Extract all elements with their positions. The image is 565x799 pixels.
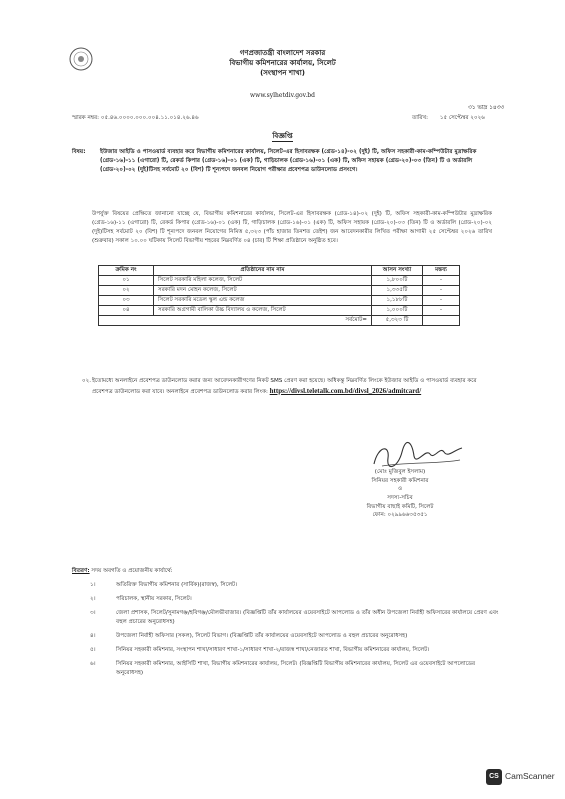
list-item-number: ৬।	[90, 660, 96, 667]
list-item-text: সিনিয়র সহকারী কমিশনার, আইসিটি শাখা, বিভাগীয় কমিশনারের কার্যালয়, সিলেট। (বিজ্ঞপ্তিটি বিভাগীয় কমিশনারের কার্যালয়, সিলেট এর ওয়েবসাইটে আপলোডের অনুরোধসহ)	[116, 660, 476, 676]
handwritten-signature	[368, 438, 468, 472]
distribution-list	[72, 567, 502, 677]
cell-serial: ০২	[99, 286, 154, 296]
subject-text: ইউজার আইডি ও পাসওয়ার্ড ব্যবহার করে বিভাগীয় কমিশনারের কার্যালয়, সিলেট-এর হিসাবরক্ষক (গ্রেড-১৪)-০২ (দুই) টি, অফিস সহকারী-কাম-কম্পিউটার মুদ্রাক্ষরিক (গ্রেড-১৬)-১১ (এগারো) টি, রেকর্ড কিপার (গ্রেড-১৬)-০১ (এক) টি, গাড়িচালক (গ্রেড-১৬)-০১ (এক) টি, অফিস সহায়ক (গ্রেড-২০)-০৩ (তিন) টি ও অর্ডারলি (গ্রেড-২০)-০২ (দুই)টিসহ সর্বমোট ২০ (বিশ) টি শূন্যপদে জনবল নিয়োগ পরীক্ষার প্রবেশপত্র ডাউনলোড প্রসংগে।	[100, 149, 477, 173]
cell-seats: ১,০০০টি	[372, 306, 423, 316]
total-value: ৫,৩২৩ টি	[372, 316, 423, 326]
signatory-phone: ফোন: ০২৯৯৬৬৩৫৩৫১	[372, 512, 428, 519]
list-item-number: ৪।	[90, 632, 96, 639]
header-line-government: গণপ্রজাতন্ত্রী বাংলাদেশ সরকার	[239, 49, 326, 57]
english-date: ১৫ সেপ্টেম্বর ২০২৬	[439, 115, 485, 121]
notice-title-text: বিজ্ঞপ্তি	[272, 132, 293, 140]
cell-remarks: -	[423, 276, 460, 286]
date-row	[412, 115, 495, 123]
table-row	[99, 296, 460, 306]
list-item-number: ১।	[90, 581, 96, 588]
cell-institution: সিলেট সরকারি মডেল স্কুল এন্ড কলেজ	[154, 296, 372, 306]
list-item	[72, 646, 502, 655]
header-line-section: (সংস্থাপন শাখা)	[260, 69, 305, 78]
cell-remarks: -	[423, 306, 460, 316]
paragraph-download-instructions	[82, 377, 492, 397]
subject-block	[72, 148, 492, 174]
list-item	[72, 581, 502, 590]
table-total-row	[99, 316, 460, 326]
camscanner-logo-icon: CS	[486, 769, 502, 785]
signatory-committee: বিভাগীয় বাছাই কমিটি, সিলেট	[366, 503, 434, 510]
paragraph-exam-details: উপর্যুক্ত বিষয়ের প্রেক্ষিতে জানানো যাচ্ছে যে, বিভাগীয় কমিশনারের কার্যালয়, সিলেট-এর হিসাবরক্ষক (গ্রেড-১৪)-০২ (দুই) টি, অফিস সহকারী-কাম-কম্পিউটার মুদ্রাক্ষরিক (গ্রেড-১৬)-১১ (এগারো) টি, রেকর্ড কিপার (গ্রেড-১৬)-০১ (এক) টি, গাড়িচালক (গ্রেড-১৬)-০১ (এক) টি, অফিস সহায়ক (গ্রেড-২০)-০৩ (তিন) টি ও অর্ডারলি (গ্রেড-২০)-০২ (দুই)টিসহ সর্বমোট ২০ (বিশ) টি শূন্যপদে জনবল নিয়োগের নিমিত্ত ৫,৩২৩ (পাঁচ হাজার তিনশত তেইশ) জন আবেদনকারীর লিখিত পরীক্ষা আগামী ২৫ সেপ্টেম্বর ২০২৬ তারিখ (শুক্রবার) সকাল ১০.০০ ঘটিকায় সিলেট বিভাগীয় শহরের নিম্নবর্ণিত ০৪ (চার) টি শিক্ষা প্রতিষ্ঠানে অনুষ্ঠিত হবে।	[92, 211, 492, 244]
cell-institution: সরকারি মদন মোহন কলেজ, সিলেট	[154, 286, 372, 296]
date-label: তারিখ:	[412, 115, 429, 121]
camscanner-text: CamScanner	[505, 771, 555, 782]
cell-remarks: -	[423, 286, 460, 296]
subject-label: বিষয়:	[72, 149, 86, 155]
list-item-number: ৫।	[90, 646, 96, 653]
camscanner-watermark	[486, 769, 555, 785]
list-item	[72, 632, 502, 641]
admit-card-link[interactable]: https://divsl.teletalk.com.bd/divsl_2026/admitcard/	[269, 386, 422, 395]
cell-institution: সিলেট সরকারি মহিলা কলেজ, সিলেট	[154, 276, 372, 286]
table-header-row	[99, 266, 460, 276]
download-instructions-text: ইতোমধ্যে অনলাইনে প্রবেশপত্র ডাউনলোড করার জন্য আবেদনকারীগণের নিকট SMS প্রেরণ করা হয়েছে। অধিকন্তু নিম্নবর্ণিত লিংকে ইউজার আইডি ও পাসওয়ার্ড ব্যবহার করে প্রবেশপত্র ডাউনলোড করা যাবে। অনলাইনে প্রবেশপত্র ডাউনলোড করার লিংক:	[92, 378, 477, 395]
list-item-number: ২।	[90, 595, 96, 602]
list-item	[72, 595, 502, 604]
list-item-text: পরিচালক, স্থানীয় সরকার, সিলেট।	[116, 595, 192, 602]
distribution-label: বিতরণ:	[72, 568, 90, 574]
signatory-conjunction: ও	[397, 486, 403, 493]
exam-venue-table	[98, 265, 460, 326]
cell-serial: ০১	[99, 276, 154, 286]
header-line-office: বিভাগীয় কমিশনারের কার্যালয়, সিলেট	[229, 59, 336, 68]
total-remarks-empty	[423, 316, 460, 326]
cell-institution: সরকারি অগ্রগামী বালিকা উচ্চ বিদ্যালয় ও কলেজ, সিলেট	[154, 306, 372, 316]
signatory-block	[330, 468, 470, 520]
memo-number-row	[72, 115, 199, 123]
list-item-number: ৩।	[90, 609, 96, 616]
header-serial: ক্রমিক নং	[99, 266, 154, 276]
cell-serial: ০৩	[99, 296, 154, 306]
table-row	[99, 306, 460, 316]
table-row	[99, 276, 460, 286]
signatory-designation: সিনিয়র সহকারী কমিশনার	[371, 477, 429, 484]
list-item-text: অতিরিক্ত বিভাগীয় কমিশনার (সার্বিক)(রাজস্ব), সিলেট।	[116, 581, 238, 588]
website-url: www.sylhetdiv.gov.bd	[250, 92, 315, 99]
memo-label: স্মারক নম্বর:	[72, 115, 100, 121]
header-seats: আসন সংখ্যা	[372, 266, 423, 276]
total-label: সর্বমোট=	[99, 316, 372, 326]
bangla-date: ৩১ ভাদ্র ১৪৩৩	[468, 105, 505, 111]
cell-seats: ১,১৮৮টি	[372, 296, 423, 306]
cell-seats: ১,৮০০টি	[372, 276, 423, 286]
notice-title	[0, 132, 565, 142]
list-item	[72, 660, 502, 678]
signatory-name: (মোঃ মুজিবুল ইসলাম)	[374, 469, 426, 475]
list-item-text: সিনিয়র সহকারী কমিশনার, সংস্থাপন শাখা/সাধারণ শাখা-১/সাধারণ শাখা-২/রাজস্ব শাখা/নেজারত শাখা, বিভাগীয় কমিশনারের কার্যালয়, সিলেট।	[116, 646, 430, 653]
letterhead	[0, 48, 565, 78]
list-item	[72, 609, 502, 627]
list-item-text: জেলা প্রশাসক, সিলেট/সুনামগঞ্জ/হবিগঞ্জ/মৌলভীবাজার। (বিজ্ঞপ্তিটি তাঁর কার্যালয়ের ওয়েবসাইটে আপলোড ও তাঁর অধীন উপজেলা নির্বাহী অফিসারের কার্যালয়ে প্রেরণ এবং বহুল প্রচারের অনুরোধসহ)	[116, 609, 499, 625]
cell-seats: ১,৩৩৫টি	[372, 286, 423, 296]
distribution-intro: সদয় অবগতি ও প্রয়োজনীয় কার্যার্থে:	[91, 568, 173, 574]
header-remarks: মন্তব্য	[423, 266, 460, 276]
table-row	[99, 286, 460, 296]
cell-serial: ০৪	[99, 306, 154, 316]
list-item-text: উপজেলা নির্বাহী অফিসার (সকল), সিলেট বিভাগ। (বিজ্ঞপ্তিটি তাঁর কার্যালয়ের ওয়েবসাইটে আপলোড ও বহুল প্রচারের অনুরোধসহ)	[116, 632, 408, 639]
header-institution: প্রতিষ্ঠানের নাম নাম	[154, 266, 372, 276]
cell-remarks: -	[423, 296, 460, 306]
memo-number: ০৫.৪৬.০০০০.০০০.০০৪.১১.০১৪.২৬.৪৬	[100, 115, 199, 121]
distribution-heading	[72, 567, 502, 576]
paragraph-number: ০২.	[82, 378, 92, 384]
signatory-role: সদস্য-সচিব	[387, 494, 413, 501]
